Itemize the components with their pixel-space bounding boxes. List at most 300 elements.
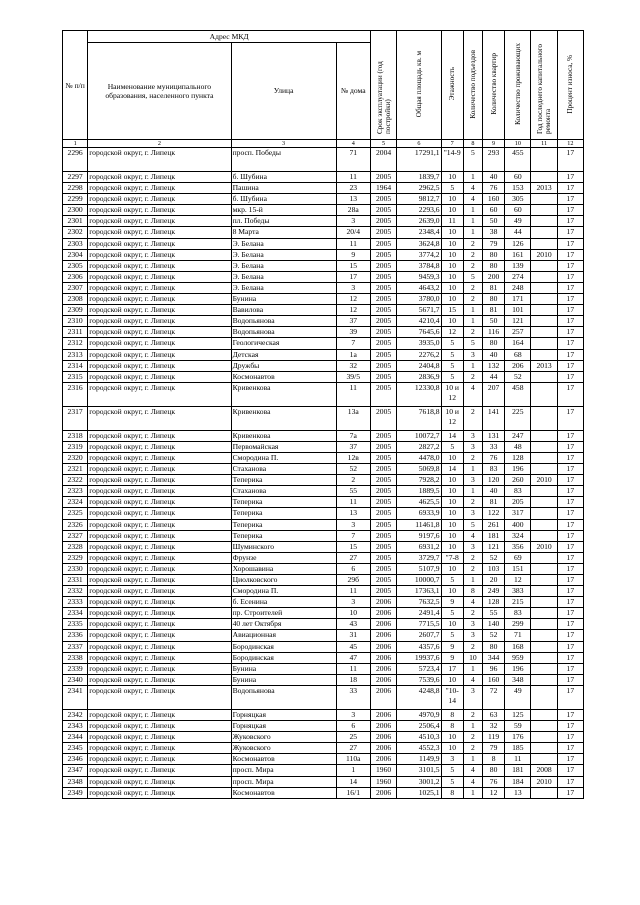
wear-percent-cell: 17 — [557, 765, 583, 776]
area-cell: 4248,8 — [397, 685, 441, 709]
area-cell: 2276,2 — [397, 349, 441, 360]
row-number: 2333 — [63, 597, 88, 608]
area-cell: 7632,5 — [397, 597, 441, 608]
table-row — [63, 709, 584, 720]
year-cell: 2005 — [370, 327, 396, 338]
repair-year-cell — [531, 282, 557, 293]
wear-percent-cell: 17 — [557, 349, 583, 360]
table-row — [63, 183, 584, 194]
street-cell: Бунина — [231, 294, 336, 305]
municipality-cell: городской округ, г. Липецк — [88, 630, 231, 641]
row-number: 2319 — [63, 441, 88, 452]
table-row — [63, 382, 584, 406]
repair-year-cell: 2013 — [531, 360, 557, 371]
street-cell: Теперика — [231, 475, 336, 486]
area-cell: 2607,7 — [397, 630, 441, 641]
municipality-cell: городской округ, г. Липецк — [88, 541, 231, 552]
house-number-cell: 13а — [336, 406, 370, 430]
area-cell: 1149,9 — [397, 754, 441, 765]
repair-year-cell — [531, 663, 557, 674]
residents-cell: 248 — [505, 282, 531, 293]
col-no-header: № п/п — [63, 31, 88, 140]
year-cell: 2006 — [370, 787, 396, 798]
municipality-cell: городской округ, г. Липецк — [88, 441, 231, 452]
apartments-cell: 50 — [482, 216, 504, 227]
column-number: 6 — [397, 140, 441, 148]
apartments-cell: 132 — [482, 360, 504, 371]
wear-percent-cell: 17 — [557, 360, 583, 371]
repair-year-cell — [531, 172, 557, 183]
residents-cell: 153 — [505, 183, 531, 194]
area-cell: 4625,5 — [397, 497, 441, 508]
floors-cell: 9 — [441, 641, 463, 652]
house-number-cell: 25 — [336, 732, 370, 743]
apartments-cell: 80 — [482, 249, 504, 260]
floors-cell: 10 — [441, 586, 463, 597]
entrances-cell: 1 — [463, 464, 482, 475]
street-cell: Э. Белана — [231, 271, 336, 282]
apartments-cell: 83 — [482, 464, 504, 475]
floors-cell: 5 — [441, 630, 463, 641]
table-row — [63, 743, 584, 754]
area-cell: 4478,0 — [397, 452, 441, 463]
repair-year-cell — [531, 709, 557, 720]
repair-year-cell — [531, 486, 557, 497]
entrances-cell: 1 — [463, 486, 482, 497]
street-cell: Космонавтов — [231, 787, 336, 798]
wear-percent-cell: 17 — [557, 238, 583, 249]
residents-cell: 959 — [505, 652, 531, 663]
municipality-cell: городской округ, г. Липецк — [88, 172, 231, 183]
street-cell: Горняцкая — [231, 721, 336, 732]
apartments-cell: 76 — [482, 776, 504, 787]
table-row — [63, 530, 584, 541]
col-year-header: Срок эксплуатации (год постройки) — [370, 31, 396, 140]
table-row — [63, 575, 584, 586]
area-cell: 2506,4 — [397, 721, 441, 732]
area-cell: 2639,0 — [397, 216, 441, 227]
year-cell: 2005 — [370, 216, 396, 227]
street-cell: Геологическая — [231, 338, 336, 349]
table-row — [63, 260, 584, 271]
table-row — [63, 641, 584, 652]
wear-percent-cell: 17 — [557, 316, 583, 327]
house-number-cell: 7 — [336, 530, 370, 541]
area-cell: 2836,9 — [397, 371, 441, 382]
row-number: 2331 — [63, 575, 88, 586]
table-row — [63, 608, 584, 619]
house-number-cell: 47 — [336, 652, 370, 663]
table-row — [63, 776, 584, 787]
repair-year-cell — [531, 619, 557, 630]
street-cell: Теперика — [231, 530, 336, 541]
street-cell: Циолковского — [231, 575, 336, 586]
apartments-cell: 120 — [482, 475, 504, 486]
year-cell: 2005 — [370, 305, 396, 316]
wear-percent-cell: 17 — [557, 260, 583, 271]
area-cell: 6933,9 — [397, 508, 441, 519]
apartments-cell: 52 — [482, 630, 504, 641]
floors-cell: 9 — [441, 597, 463, 608]
street-cell: Бородинская — [231, 652, 336, 663]
street-cell: пр. Строителей — [231, 608, 336, 619]
municipality-cell: городской округ, г. Липецк — [88, 249, 231, 260]
area-cell: 6931,2 — [397, 541, 441, 552]
repair-year-cell — [531, 452, 557, 463]
house-number-cell: 1а — [336, 349, 370, 360]
repair-year-cell: 2013 — [531, 183, 557, 194]
municipality-cell: городской округ, г. Липецк — [88, 382, 231, 406]
area-cell: 7539,6 — [397, 674, 441, 685]
apartments-cell: 249 — [482, 586, 504, 597]
entrances-cell: 1 — [463, 721, 482, 732]
wear-percent-cell: 17 — [557, 148, 583, 172]
repair-year-cell — [531, 327, 557, 338]
entrances-cell: 2 — [463, 641, 482, 652]
year-cell: 2006 — [370, 597, 396, 608]
repair-year-cell — [531, 597, 557, 608]
year-cell: 2005 — [370, 194, 396, 205]
house-number-cell: 11 — [336, 172, 370, 183]
floors-cell: 10 — [441, 732, 463, 743]
repair-year-cell: 2010 — [531, 776, 557, 787]
year-cell: 2005 — [370, 575, 396, 586]
entrances-cell: 1 — [463, 172, 482, 183]
year-cell: 2005 — [370, 464, 396, 475]
street-cell: Э. Белана — [231, 282, 336, 293]
year-cell: 2005 — [370, 172, 396, 183]
apartments-cell: 38 — [482, 227, 504, 238]
apartments-cell: 344 — [482, 652, 504, 663]
entrances-cell: 4 — [463, 776, 482, 787]
table-row — [63, 441, 584, 452]
area-cell: 2827,2 — [397, 441, 441, 452]
row-number: 2337 — [63, 641, 88, 652]
area-cell: 4970,9 — [397, 709, 441, 720]
area-cell: 7928,2 — [397, 475, 441, 486]
floors-cell: 5 — [441, 338, 463, 349]
floors-cell: 10 и 12 — [441, 382, 463, 406]
municipality-cell: городской округ, г. Липецк — [88, 575, 231, 586]
column-number: 9 — [482, 140, 504, 148]
row-number: 2316 — [63, 382, 88, 406]
street-cell: просп. Мира — [231, 776, 336, 787]
residents-cell: 164 — [505, 338, 531, 349]
residents-cell: 121 — [505, 316, 531, 327]
year-cell: 2005 — [370, 205, 396, 216]
municipality-cell: городской округ, г. Липецк — [88, 406, 231, 430]
entrances-cell: 10 — [463, 652, 482, 663]
entrances-cell: 2 — [463, 406, 482, 430]
municipality-cell: городской округ, г. Липецк — [88, 530, 231, 541]
street-cell: Шуминского — [231, 541, 336, 552]
municipality-cell: городской округ, г. Липецк — [88, 754, 231, 765]
column-numbers-row — [63, 140, 584, 148]
house-number-cell: 13 — [336, 194, 370, 205]
municipality-cell: городской округ, г. Липецк — [88, 765, 231, 776]
row-number: 2334 — [63, 608, 88, 619]
wear-percent-cell: 17 — [557, 172, 583, 183]
table-row — [63, 406, 584, 430]
residents-cell: 71 — [505, 630, 531, 641]
row-number: 2329 — [63, 552, 88, 563]
street-cell: мкр. 15-й — [231, 205, 336, 216]
table-row — [63, 508, 584, 519]
municipality-cell: городской округ, г. Липецк — [88, 194, 231, 205]
repair-year-cell — [531, 497, 557, 508]
floors-cell: 10 — [441, 475, 463, 486]
apartments-cell: 20 — [482, 575, 504, 586]
floors-cell: 10 — [441, 541, 463, 552]
area-cell: 4210,4 — [397, 316, 441, 327]
entrances-cell: 2 — [463, 563, 482, 574]
wear-percent-cell: 17 — [557, 754, 583, 765]
area-cell: 2404,8 — [397, 360, 441, 371]
house-number-cell: 11 — [336, 238, 370, 249]
entrances-cell: 1 — [463, 316, 482, 327]
table-row — [63, 732, 584, 743]
street-cell: Жуковского — [231, 743, 336, 754]
floors-cell: 10 — [441, 563, 463, 574]
apartments-cell: 52 — [482, 552, 504, 563]
apartments-cell: 76 — [482, 183, 504, 194]
apartments-cell: 80 — [482, 294, 504, 305]
wear-percent-cell: 17 — [557, 441, 583, 452]
floors-cell: 10 — [441, 452, 463, 463]
area-cell: 3780,0 — [397, 294, 441, 305]
repair-year-cell — [531, 349, 557, 360]
repair-year-cell — [531, 430, 557, 441]
wear-percent-cell: 17 — [557, 305, 583, 316]
wear-percent-cell: 17 — [557, 271, 583, 282]
year-cell: 2006 — [370, 663, 396, 674]
year-cell: 2005 — [370, 563, 396, 574]
area-cell: 3774,2 — [397, 249, 441, 260]
year-cell: 2006 — [370, 652, 396, 663]
municipality-cell: городской округ, г. Липецк — [88, 294, 231, 305]
residents-cell: 48 — [505, 441, 531, 452]
repair-year-cell: 2010 — [531, 249, 557, 260]
area-cell: 5671,7 — [397, 305, 441, 316]
residents-cell: 455 — [505, 148, 531, 172]
table-row — [63, 563, 584, 574]
floors-cell: 5 — [441, 349, 463, 360]
floors-cell: 10 — [441, 674, 463, 685]
year-cell: 2005 — [370, 360, 396, 371]
entrances-cell: 5 — [463, 338, 482, 349]
floors-cell: 10 — [441, 294, 463, 305]
area-cell: 9197,6 — [397, 530, 441, 541]
apartments-cell: 72 — [482, 685, 504, 709]
repair-year-cell — [531, 271, 557, 282]
street-cell: Бунина — [231, 663, 336, 674]
house-number-cell: 6 — [336, 721, 370, 732]
wear-percent-cell: 17 — [557, 619, 583, 630]
municipality-cell: городской округ, г. Липецк — [88, 663, 231, 674]
row-number: 2336 — [63, 630, 88, 641]
floors-cell: 5 — [441, 371, 463, 382]
table-row — [63, 721, 584, 732]
wear-percent-cell: 17 — [557, 685, 583, 709]
table-row — [63, 597, 584, 608]
column-number: 12 — [557, 140, 583, 148]
repair-year-cell — [531, 238, 557, 249]
area-cell: 5107,9 — [397, 563, 441, 574]
floors-cell: 15 — [441, 305, 463, 316]
year-cell: 2006 — [370, 754, 396, 765]
table-row — [63, 249, 584, 260]
repair-year-cell — [531, 519, 557, 530]
apartments-cell: 261 — [482, 519, 504, 530]
repair-year-cell: 2010 — [531, 475, 557, 486]
wear-percent-cell: 17 — [557, 227, 583, 238]
street-cell: просп. Победы — [231, 148, 336, 172]
year-cell: 2005 — [370, 452, 396, 463]
entrances-cell: 2 — [463, 709, 482, 720]
floors-cell: 14 — [441, 464, 463, 475]
table-row — [63, 464, 584, 475]
residents-cell: 69 — [505, 552, 531, 563]
table-row — [63, 541, 584, 552]
municipality-cell: городской округ, г. Липецк — [88, 327, 231, 338]
municipality-cell: городской округ, г. Липецк — [88, 552, 231, 563]
area-cell: 9812,7 — [397, 194, 441, 205]
municipality-cell: городской округ, г. Липецк — [88, 464, 231, 475]
residents-cell: 247 — [505, 430, 531, 441]
apartments-cell: 119 — [482, 732, 504, 743]
house-number-cell: 3 — [336, 216, 370, 227]
apartments-cell: 33 — [482, 441, 504, 452]
residents-cell: 60 — [505, 205, 531, 216]
row-number: 2297 — [63, 172, 88, 183]
floors-cell: 10 — [441, 238, 463, 249]
repair-year-cell — [531, 260, 557, 271]
row-number: 2308 — [63, 294, 88, 305]
municipality-cell: городской округ, г. Липецк — [88, 732, 231, 743]
residents-cell: 299 — [505, 619, 531, 630]
floors-cell: "14-9 — [441, 148, 463, 172]
entrances-cell: 2 — [463, 327, 482, 338]
apartments-cell: 50 — [482, 316, 504, 327]
residents-cell: 305 — [505, 194, 531, 205]
street-cell: Жуковского — [231, 732, 336, 743]
year-cell: 1960 — [370, 765, 396, 776]
entrances-cell: 4 — [463, 183, 482, 194]
repair-year-cell — [531, 441, 557, 452]
area-cell: 3784,8 — [397, 260, 441, 271]
street-cell: Кривенкова — [231, 430, 336, 441]
col-name-header: Наименование муниципального образования, населенного пункта — [88, 42, 231, 139]
repair-year-cell — [531, 148, 557, 172]
area-cell: 10000,7 — [397, 575, 441, 586]
street-cell: Космонавтов — [231, 754, 336, 765]
residents-cell: 274 — [505, 271, 531, 282]
floors-cell: 10 — [441, 316, 463, 327]
year-cell: 2006 — [370, 685, 396, 709]
year-cell: 2005 — [370, 349, 396, 360]
municipality-cell: городской округ, г. Липецк — [88, 316, 231, 327]
house-number-cell: 12 — [336, 305, 370, 316]
wear-percent-cell: 17 — [557, 371, 583, 382]
wear-percent-cell: 17 — [557, 630, 583, 641]
table-row — [63, 316, 584, 327]
floors-cell: 10 — [441, 530, 463, 541]
apartments-cell: 200 — [482, 271, 504, 282]
year-cell: 2006 — [370, 619, 396, 630]
house-number-cell: 52 — [336, 464, 370, 475]
house-number-cell: 55 — [336, 486, 370, 497]
table-row — [63, 305, 584, 316]
table-row — [63, 552, 584, 563]
floors-cell: "7-8 — [441, 552, 463, 563]
repair-year-cell — [531, 608, 557, 619]
table-row — [63, 787, 584, 798]
area-cell: 1025,1 — [397, 787, 441, 798]
floors-cell: 9 — [441, 652, 463, 663]
table-row — [63, 338, 584, 349]
municipality-cell: городской округ, г. Липецк — [88, 709, 231, 720]
apartments-cell: 131 — [482, 430, 504, 441]
table-row — [63, 452, 584, 463]
repair-year-cell — [531, 227, 557, 238]
house-number-cell: 9 — [336, 249, 370, 260]
repair-year-cell — [531, 305, 557, 316]
entrances-cell: 3 — [463, 685, 482, 709]
residents-cell: 151 — [505, 563, 531, 574]
area-cell: 7715,5 — [397, 619, 441, 630]
residents-cell: 260 — [505, 475, 531, 486]
entrances-cell: 2 — [463, 497, 482, 508]
year-cell: 2006 — [370, 608, 396, 619]
housing-table — [62, 30, 584, 799]
municipality-cell: городской округ, г. Липецк — [88, 563, 231, 574]
floors-cell: 8 — [441, 721, 463, 732]
entrances-cell: 3 — [463, 508, 482, 519]
apartments-cell: 79 — [482, 743, 504, 754]
floors-cell: 11 — [441, 216, 463, 227]
apartments-cell: 81 — [482, 305, 504, 316]
apartments-cell: 80 — [482, 765, 504, 776]
apartments-cell: 81 — [482, 282, 504, 293]
house-number-cell: 110а — [336, 754, 370, 765]
apartments-cell: 44 — [482, 371, 504, 382]
col-repair-header: Год последнего капитального ремонта — [531, 31, 557, 140]
area-cell: 10072,7 — [397, 430, 441, 441]
row-number: 2345 — [63, 743, 88, 754]
year-cell: 2006 — [370, 709, 396, 720]
residents-cell: 52 — [505, 371, 531, 382]
year-cell: 2004 — [370, 148, 396, 172]
wear-percent-cell: 17 — [557, 552, 583, 563]
apartments-cell: 80 — [482, 338, 504, 349]
table-row — [63, 674, 584, 685]
floors-cell: 10 — [441, 205, 463, 216]
street-cell: Теперика — [231, 508, 336, 519]
area-cell: 11461,8 — [397, 519, 441, 530]
table-row — [63, 194, 584, 205]
col-street-header: Улица — [231, 42, 336, 139]
floors-cell: 10 — [441, 249, 463, 260]
apartments-cell: 116 — [482, 327, 504, 338]
year-cell: 2005 — [370, 497, 396, 508]
entrances-cell: 4 — [463, 530, 482, 541]
repair-year-cell — [531, 787, 557, 798]
residents-cell: 101 — [505, 305, 531, 316]
row-number: 2313 — [63, 349, 88, 360]
area-cell: 9459,3 — [397, 271, 441, 282]
col-house-header: № дома — [336, 42, 370, 139]
floors-cell: 12 — [441, 327, 463, 338]
